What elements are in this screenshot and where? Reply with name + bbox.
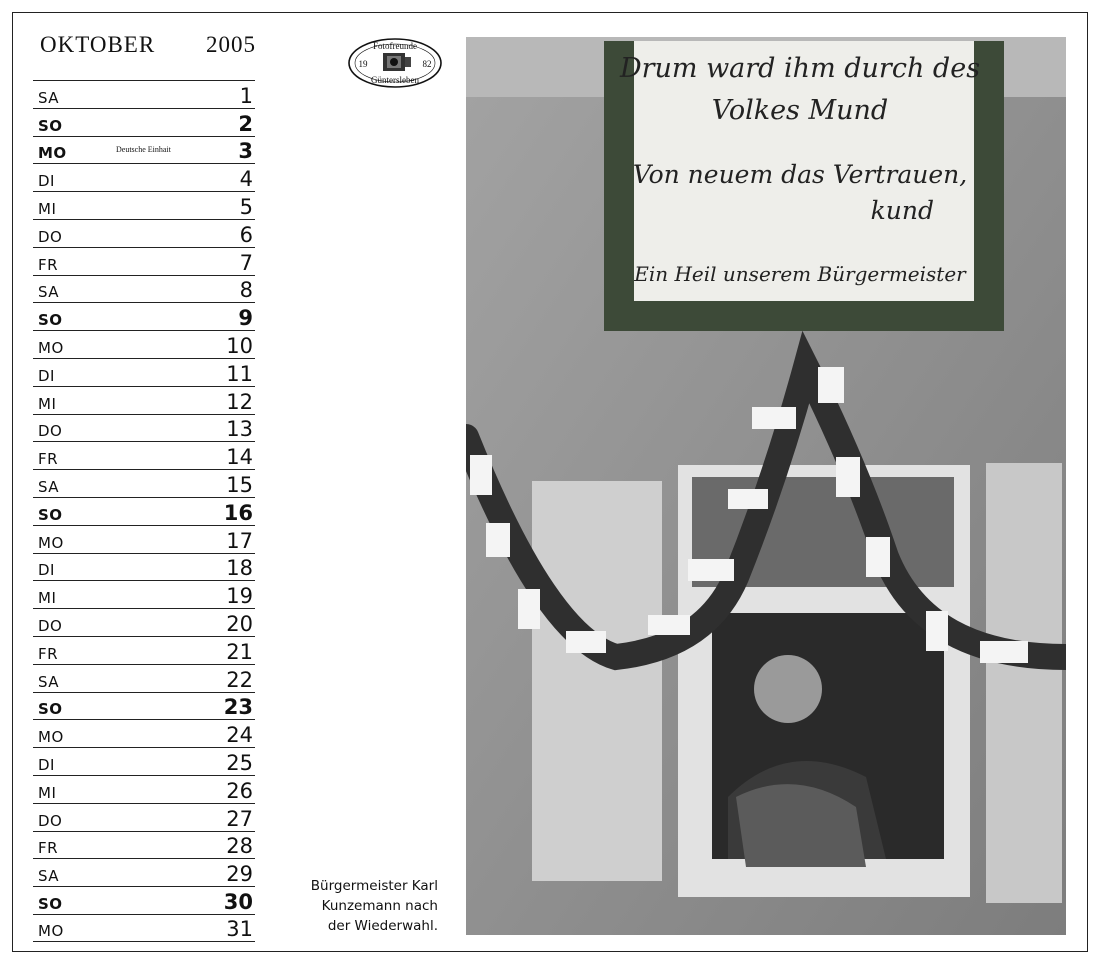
logo-place: Güntersleben xyxy=(371,75,419,85)
day-row xyxy=(33,914,255,942)
weekday-label: DO xyxy=(38,616,63,635)
weekday-label: DO xyxy=(38,422,63,441)
historic-photo xyxy=(466,37,1066,935)
photo-caption xyxy=(270,876,438,936)
welcome-sign xyxy=(604,41,1004,331)
year: 2005 xyxy=(206,32,256,57)
sign-line: Von neuem das Vertrauen, xyxy=(632,160,968,189)
day-number: 6 xyxy=(239,222,253,247)
weekday-label: MO xyxy=(38,533,64,552)
day-number: 13 xyxy=(226,417,253,442)
weekday-label: SO xyxy=(38,116,63,135)
day-row xyxy=(33,608,255,636)
day-row xyxy=(33,441,255,469)
day-number: 19 xyxy=(226,584,253,609)
day-row xyxy=(33,136,255,164)
weekday-label: SO xyxy=(38,505,63,524)
day-row xyxy=(33,858,255,886)
day-number: 21 xyxy=(226,639,253,664)
weekday-label: MI xyxy=(38,199,57,218)
day-row xyxy=(33,414,255,442)
calendar-title xyxy=(40,32,260,64)
weekday-label: DI xyxy=(38,561,55,580)
weekday-label: FR xyxy=(38,255,59,274)
weekday-label: MO xyxy=(38,921,64,940)
day-row xyxy=(33,886,255,914)
day-list xyxy=(33,80,255,942)
day-number: 1 xyxy=(239,83,253,108)
weekday-label: DI xyxy=(38,366,55,385)
day-row xyxy=(33,469,255,497)
day-row xyxy=(33,247,255,275)
weekday-label: DI xyxy=(38,172,55,191)
day-number: 2 xyxy=(238,111,253,136)
day-row xyxy=(33,831,255,859)
day-number: 3 xyxy=(238,139,253,164)
day-row xyxy=(33,219,255,247)
day-row xyxy=(33,163,255,191)
photo-illustration xyxy=(466,37,1066,935)
day-row xyxy=(33,664,255,692)
weekday-label: FR xyxy=(38,450,59,469)
month-name: OKTOBER xyxy=(40,32,156,57)
caption-line: Kunzemann nach xyxy=(321,898,438,914)
day-row xyxy=(33,775,255,803)
day-row xyxy=(33,553,255,581)
sign-line: kund xyxy=(870,196,934,225)
day-row xyxy=(33,358,255,386)
weekday-label: MI xyxy=(38,394,57,413)
day-number: 10 xyxy=(226,333,253,358)
weekday-label: SA xyxy=(38,283,60,302)
left-shutter xyxy=(532,481,662,881)
caption-line: Bürgermeister Karl xyxy=(310,878,438,894)
weekday-label: SA xyxy=(38,477,60,496)
holiday-note: Deutsche Einhait xyxy=(116,144,171,154)
logo-year-right: 82 xyxy=(422,59,432,69)
day-number: 11 xyxy=(226,361,253,386)
sign-line: Volkes Mund xyxy=(711,95,889,126)
weekday-label: FR xyxy=(38,839,59,858)
day-row xyxy=(33,302,255,330)
day-row xyxy=(33,580,255,608)
day-number: 7 xyxy=(239,250,253,275)
day-number: 15 xyxy=(226,472,253,497)
day-number: 31 xyxy=(226,916,253,941)
day-number: 17 xyxy=(226,528,253,553)
camera-icon xyxy=(383,53,411,71)
day-number: 16 xyxy=(223,500,253,525)
weekday-label: SO xyxy=(38,894,63,913)
logo-name: Fotofreunde xyxy=(373,41,417,51)
sign-line: Ein Heil unserem Bürgermeister xyxy=(634,262,966,286)
day-number: 5 xyxy=(239,194,253,219)
day-row xyxy=(33,330,255,358)
weekday-label: MO xyxy=(38,144,67,163)
day-row xyxy=(33,108,255,136)
day-number: 30 xyxy=(223,889,253,914)
day-row xyxy=(33,636,255,664)
day-number: 28 xyxy=(226,834,253,859)
weekday-label: SA xyxy=(38,867,60,886)
weekday-label: MI xyxy=(38,589,57,608)
day-number: 26 xyxy=(226,778,253,803)
caption-line: der Wiederwahl. xyxy=(327,918,438,934)
weekday-label: SO xyxy=(38,311,63,330)
day-number: 14 xyxy=(226,445,253,470)
day-number: 25 xyxy=(226,750,253,775)
day-number: 23 xyxy=(223,695,253,720)
weekday-label: FR xyxy=(38,644,59,663)
day-number: 8 xyxy=(239,278,253,303)
weekday-label: SA xyxy=(38,672,60,691)
weekday-label: DO xyxy=(38,811,63,830)
day-number: 27 xyxy=(226,806,253,831)
day-row xyxy=(33,80,255,108)
weekday-label: DO xyxy=(38,227,63,246)
right-shutter xyxy=(986,463,1062,903)
day-number: 18 xyxy=(226,556,253,581)
day-number: 29 xyxy=(226,862,253,887)
logo-year-left: 19 xyxy=(358,59,368,69)
day-row xyxy=(33,386,255,414)
weekday-label: MI xyxy=(38,783,57,802)
weekday-label: SA xyxy=(38,88,60,107)
day-number: 4 xyxy=(239,167,253,192)
day-row xyxy=(33,692,255,720)
day-number: 20 xyxy=(226,611,253,636)
day-number: 24 xyxy=(226,723,253,748)
day-number: 22 xyxy=(226,667,253,692)
day-row xyxy=(33,719,255,747)
day-row xyxy=(33,275,255,303)
weekday-label: MO xyxy=(38,728,64,747)
weekday-label: DI xyxy=(38,755,55,774)
man-face xyxy=(754,655,822,723)
fotofreunde-logo xyxy=(347,37,443,89)
weekday-label: SO xyxy=(38,700,63,719)
day-row xyxy=(33,497,255,525)
weekday-label: MO xyxy=(38,338,64,357)
day-row xyxy=(33,747,255,775)
day-row xyxy=(33,191,255,219)
sign-line: Drum ward ihm durch des xyxy=(619,53,981,84)
day-number: 9 xyxy=(238,306,253,331)
day-row xyxy=(33,525,255,553)
day-number: 12 xyxy=(226,389,253,414)
day-row xyxy=(33,803,255,831)
